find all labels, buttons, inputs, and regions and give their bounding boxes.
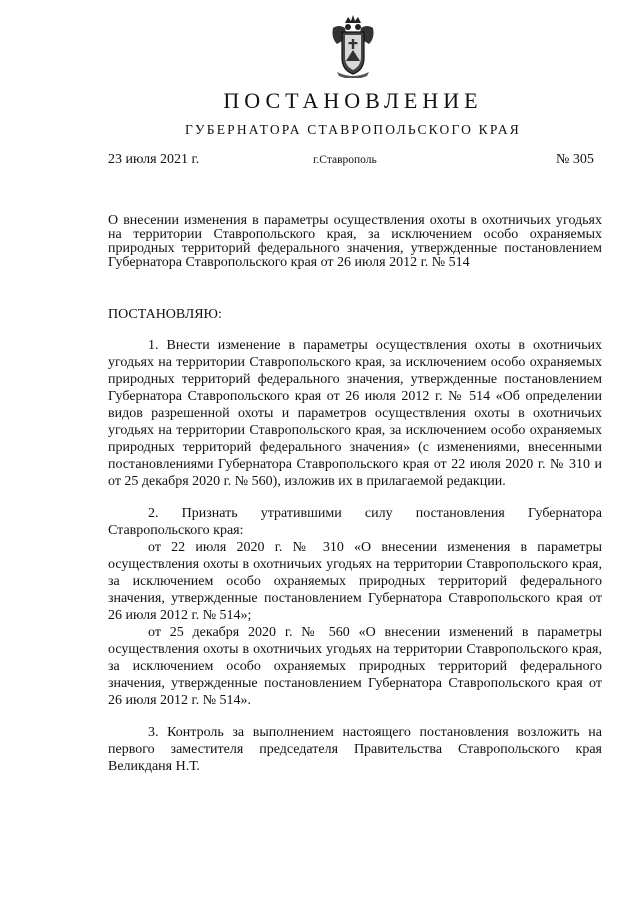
coat-of-arms-icon <box>329 14 377 78</box>
issuer-title: ГУБЕРНАТОРА СТАВРОПОЛЬСКОГО КРАЯ <box>184 122 521 137</box>
document-date: 23 июля 2021 г. <box>108 152 200 167</box>
document-title: ПОСТАНОВЛЕНИЕ <box>223 88 483 113</box>
paragraph-1: 1. Внести изменение в параметры осуществления охоты в охотничьих угодьях на территории Ставропольского края, за исключением особо охраняемых природных территорий федерального значения, утвержденные постановлением Губернатора Ставропольского края от 26 июля 2012 г. № 514 «Об определении видов разрешенной охоты и параметров осуществления охоты в охотничьих угодьях на территории Ставропольского края, за исключением особо охраняемых природных территорий федерального значения» (с изменениями, внесенными постановлениями Губернатора Ставропольского края от 22 июля 2020 г. № 310 и от 25 декабря 2020 г. № 560), изложив их в прилагаемой редакции. <box>108 338 602 489</box>
document-body <box>108 337 602 775</box>
paragraph-3: 3. Контроль за выполнением настоящего постановления возложить на первого заместителя председателя Правительства Ставропольского края Великданя Н.Т. <box>108 725 602 774</box>
document-number: № 305 <box>556 152 594 167</box>
paragraph-2: 2. Признать утратившими силу постановления Губернатора Ставропольского края: <box>108 506 602 538</box>
document-city: г.Ставрополь <box>313 154 377 166</box>
paragraph-2-item-2: от 25 декабря 2020 г. № 560 «О внесении изменений в параметры осуществления охоты в охотничьих угодьях на территории Ставропольского края, за исключением особо охраняемых природных территорий федерального значения, утвержденные постановлением Губернатора Ставропольского края от 26 июля 2012 г. № 514». <box>108 625 602 708</box>
document-subject: О внесении изменения в параметры осуществления охоты в охотничьих угодьях на территории Ставропольского края, за исключением особо охраняемых природных территорий федерального значения, утвержденные постановлением Губернатора Ставропольского края от 26 июля 2012 г. № 514 <box>108 213 602 270</box>
paragraph-2-item-1: от 22 июля 2020 г. № 310 «О внесении изменения в параметры осуществления охоты в охотничьих угодьях на территории Ставропольского края, за исключением особо охраняемых природных территорий федерального значения, утвержденные постановлением Губернатора Ставропольского края от 26 июля 2012 г. № 514»; <box>108 540 602 623</box>
decree-word: ПОСТАНОВЛЯЮ: <box>108 307 222 322</box>
